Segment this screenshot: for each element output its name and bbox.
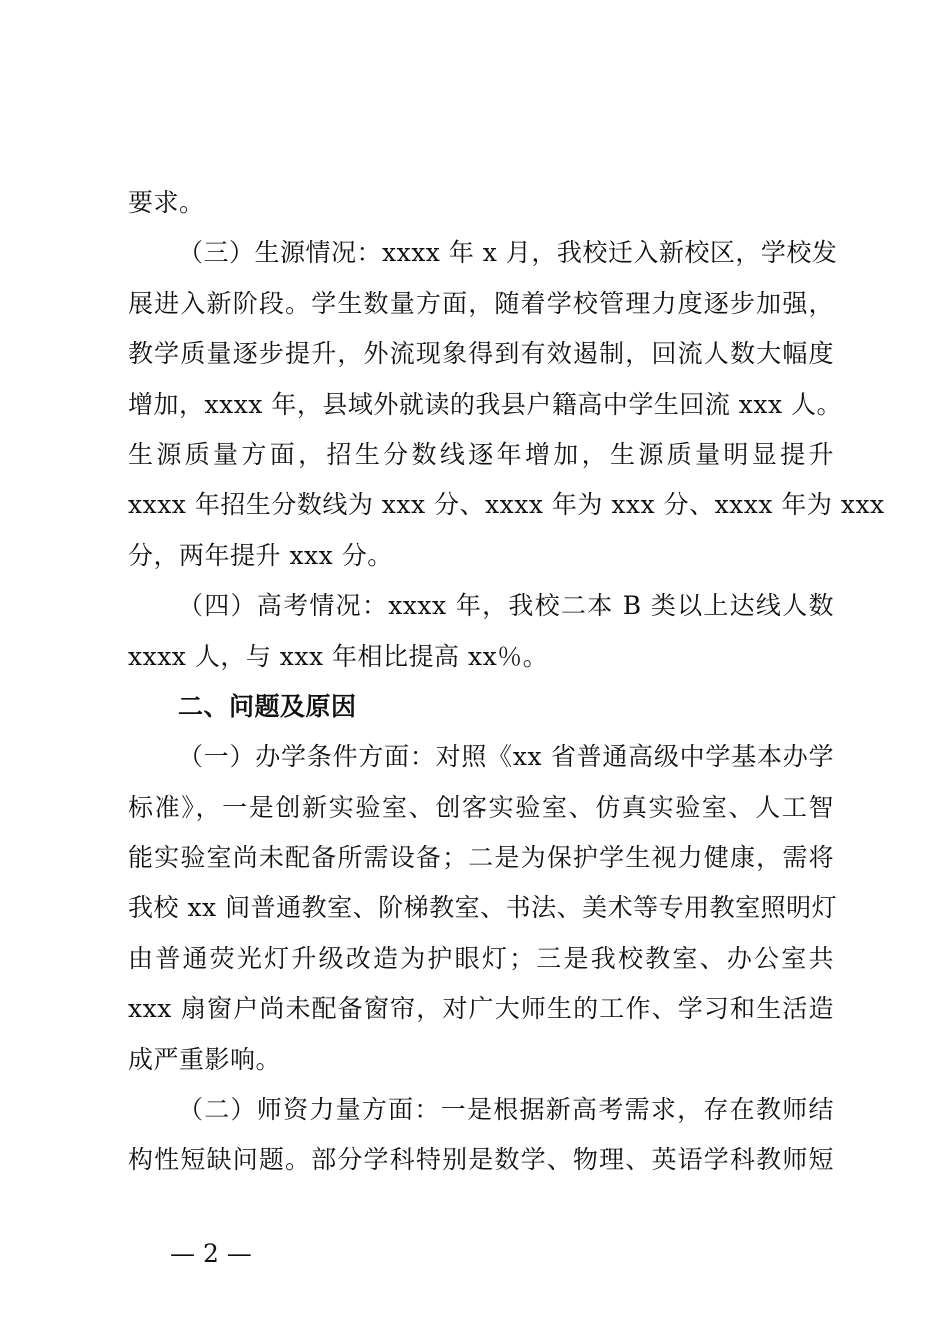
text-line: 构性短缺问题。部分学科特别是数学、物理、英语学科教师短 [128, 1145, 834, 1175]
text-line: 教学质量逐步提升，外流现象得到有效遏制，回流人数大幅度 [128, 339, 834, 369]
text-line: 展进入新阶段。学生数量方面，随着学校管理力度逐步加强， [128, 288, 834, 318]
text-line: 要求。 [128, 188, 205, 217]
paragraph-exam-results: （四）高考情况：xxxx 年，我校二本 B 类以上达线人数 [178, 591, 834, 621]
page-number: — 2 — [170, 1239, 252, 1268]
text-line: 分，两年提升 xxx 分。 [128, 540, 393, 570]
text-line: xxx 扇窗户尚未配备窗帘，对广大师生的工作、学习和生活造 [128, 994, 834, 1024]
paragraph-generation-source: （三）生源情况：xxxx 年 x 月，我校迁入新校区，学校发 [178, 238, 838, 268]
text-line: 生源质量方面，招生分数线逐年增加，生源质量明显提升 [128, 439, 834, 469]
text-line: 增加，xxxx 年，县域外就读的我县户籍高中学生回流 xxx 人。 [128, 389, 843, 419]
text-line: 我校 xx 间普通教室、阶梯教室、书法、美术等专用教室照明灯 [128, 893, 838, 923]
text-line: 能实验室尚未配备所需设备；二是为保护学生视力健康，需将 [128, 843, 834, 873]
text-line: xxxx 年招生分数线为 xxx 分、xxxx 年为 xxx 分、xxxx 年为 xxx [128, 490, 885, 520]
text-line: 标准》，一是创新实验室、创客实验室、仿真实验室、人工智 [128, 792, 834, 822]
section-heading: 二、问题及原因 [178, 691, 357, 721]
text-line: 由普通荧光灯升级改造为护眼灯；三是我校教室、办公室共 [128, 943, 834, 973]
text-line: xxxx 人，与 xxx 年相比提高 xx％。 [128, 641, 549, 671]
paragraph-teachers: （二）师资力量方面：一是根据新高考需求，存在教师结 [178, 1095, 834, 1125]
text-line: 成严重影响。 [128, 1044, 282, 1074]
body-text [128, 178, 885, 1186]
paragraph-facilities: （一）办学条件方面：对照《xx 省普通高级中学基本办学 [178, 742, 834, 772]
